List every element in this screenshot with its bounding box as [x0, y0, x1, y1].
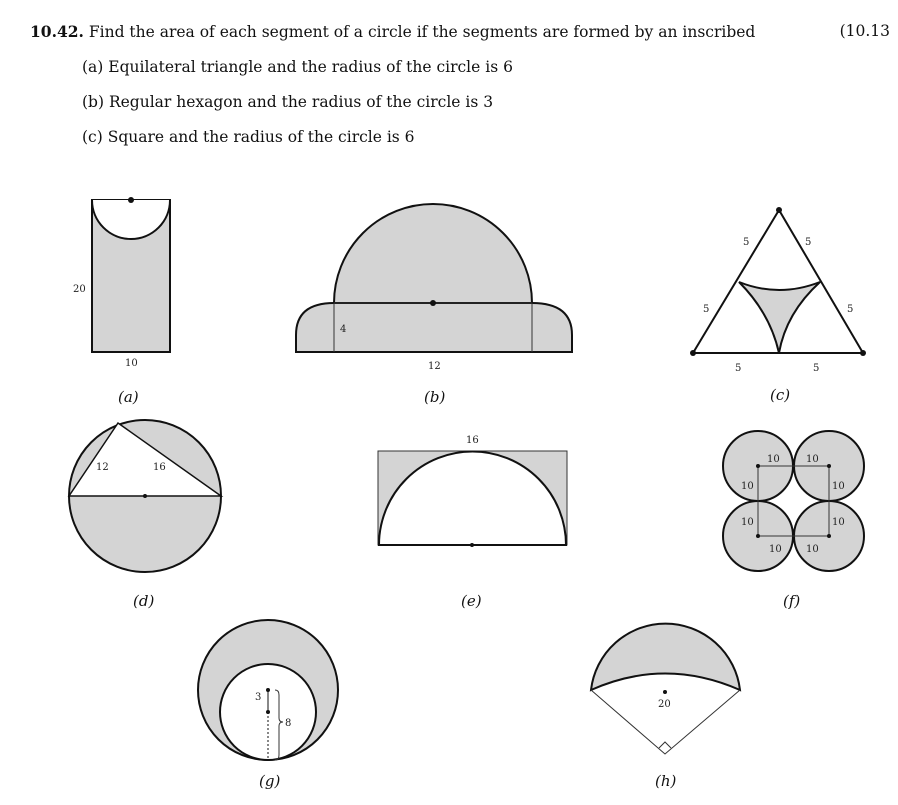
fig-b-height: 4: [340, 324, 347, 335]
figure-h: [591, 624, 740, 790]
fig-g-small: 3: [255, 692, 262, 703]
fig-c-side-1: 5: [743, 237, 750, 248]
problem-reference: (10.13: [839, 22, 890, 40]
fig-e-caption: (e): [461, 592, 482, 610]
fig-d-caption: (d): [133, 592, 155, 610]
part-c: (c) Square and the radius of the circle is 6: [82, 128, 415, 146]
problem-text: Find the area of each segment of a circle if the segments are formed by an inscribed: [88, 23, 756, 41]
figure-e: [378, 435, 567, 610]
fig-g-large: 8: [285, 718, 292, 729]
fig-c-side-5: 5: [735, 363, 742, 374]
fig-c-side-3: 5: [703, 304, 710, 315]
fig-h-caption: (h): [655, 772, 677, 790]
figure-d: [69, 420, 221, 610]
fig-b-caption: (b): [424, 388, 446, 406]
fig-a-width: 10: [125, 358, 138, 369]
fig-f-label-4: 10: [832, 481, 845, 492]
fig-f-label-5: 10: [741, 517, 754, 528]
fig-f-label-8: 10: [806, 544, 819, 555]
fig-c-side-4: 5: [847, 304, 854, 315]
fig-h-chord: 20: [658, 699, 671, 710]
figure-a: [73, 197, 170, 406]
fig-b-width: 12: [428, 361, 441, 372]
fig-c-caption: (c): [770, 386, 791, 404]
fig-f-label-6: 10: [832, 517, 845, 528]
figure-c: [690, 207, 866, 404]
fig-f-label-7: 10: [769, 544, 782, 555]
fig-f-label-2: 10: [806, 454, 819, 465]
figure-b: [296, 204, 572, 406]
fig-d-side-2: 16: [153, 462, 166, 473]
part-b: (b) Regular hexagon and the radius of the circle is 3: [82, 93, 494, 111]
problem-number: 10.42.: [30, 22, 84, 41]
fig-f-caption: (f): [783, 592, 801, 610]
fig-f-label-1: 10: [767, 454, 780, 465]
figure-f: [723, 431, 864, 610]
fig-e-width: 16: [466, 435, 479, 446]
fig-a-height: 20: [73, 284, 86, 295]
fig-f-label-3: 10: [741, 481, 754, 492]
fig-c-side-6: 5: [813, 363, 820, 374]
fig-a-caption: (a): [118, 388, 139, 406]
fig-c-side-2: 5: [805, 237, 812, 248]
fig-g-caption: (g): [259, 772, 281, 790]
part-a: (a) Equilateral triangle and the radius of the circle is 6: [82, 58, 513, 76]
figure-g: [198, 620, 338, 790]
fig-d-side-1: 12: [96, 462, 109, 473]
